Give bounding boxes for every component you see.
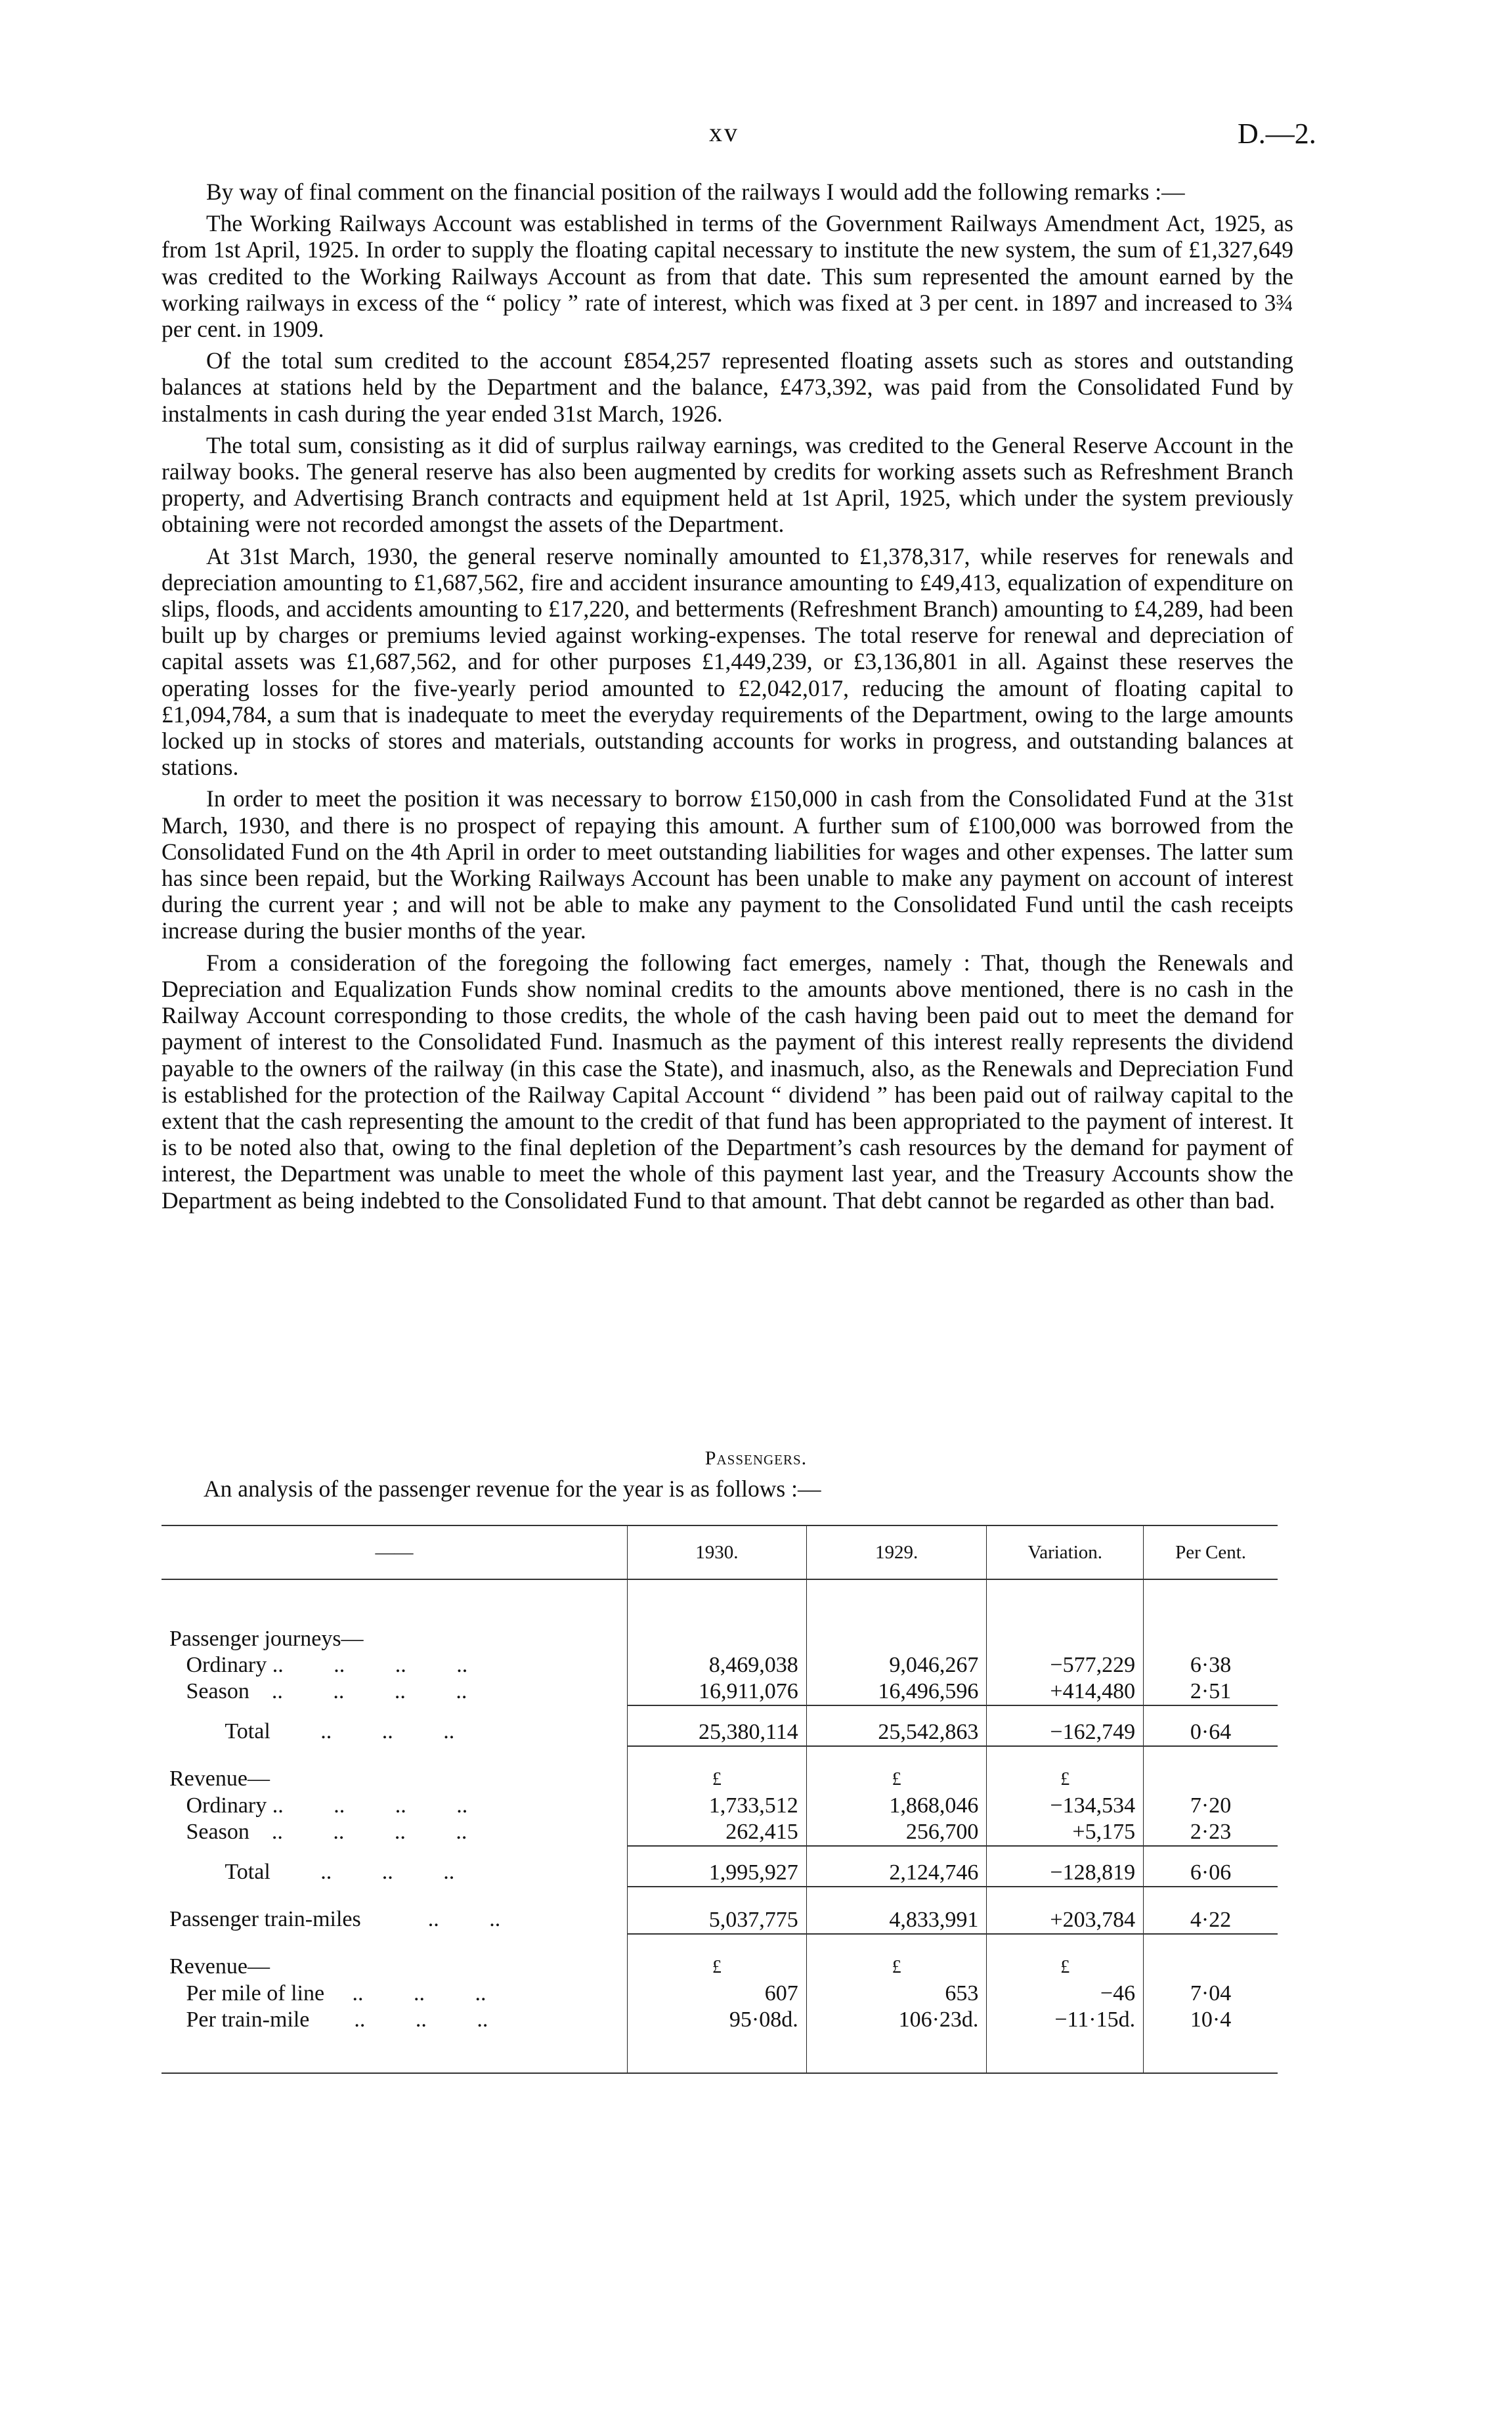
value-1930: 25,380,114 [628,1705,807,1746]
document-reference: D.—2. [1238,118,1316,150]
value-per-cent [1144,1746,1278,1793]
row-label: Season .. .. .. .. [169,1820,467,1844]
header-1930: 1930. [628,1525,807,1579]
table-row [162,2007,1278,2073]
value-1930: 5,037,775 [628,1887,807,1934]
value-1930 [628,1579,807,1652]
table-header-row [162,1525,1278,1579]
value-per-cent: 7·20 [1144,1793,1278,1819]
paragraph: From a consideration of the foregoing the following fact emerges, namely : That, though the Renewals and Depreciation and Equalization Funds show nominal credits to the amounts above mentioned, there is no cash in the Railway Account corresponding to those credits, the whole of the cash having been paid out to meet the demand for payment of interest to the Consolidated Fund. Inasmuch as the payment of this interest really represents the dividend payable to the owners of the railway (in this case the State), and inasmuch, also, as the Renewals and Depreciation Fund is established for the protection of the Railway Capital Account “ dividend ” has been paid out of railway capital to the extent that the cash representing the amount to the credit of that fund has been appropriated to the payment of interest. It is to be noted also that, owing to the final depletion of the Department’s cash resources by the demand for payment of interest, the Department was unable to meet the whole of this payment last year, and the Treasury Accounts show the Department as being indebted to the Consolidated Fund to that amount. That debt cannot be regarded as other than bad. [162,949,1293,1214]
table-row [162,1887,1278,1934]
value-per-cent: 6·06 [1144,1846,1278,1887]
value-1929: 1,868,046 [806,1793,987,1819]
value-per-cent: 2·23 [1144,1819,1278,1846]
header-variation: Variation. [987,1525,1144,1579]
table-bottom-rule [162,2073,1278,2074]
value-per-cent: 0·64 [1144,1705,1278,1746]
table-row [162,1981,1278,2007]
value-1930: £ [628,1934,807,1981]
header-label: —— [162,1525,628,1579]
value-per-cent: 4·22 [1144,1887,1278,1934]
row-label: Revenue— [169,1766,270,1791]
table-intro: An analysis of the passenger revenue for the year is as follows :— [204,1476,821,1502]
value-variation: £ [987,1934,1144,1981]
paragraph: The total sum, consisting as it did of surplus railway earnings, was credited to the General Reserve Account in the railway books. The general reserve has also been augmented by credits for working assets such as Refreshment Branch property, and Advertising Branch contracts and equipment held at 1st April, 1925, which under the system previously obtaining were not recorded amongst the assets of the Department. [162,431,1293,538]
value-1929 [806,1579,987,1652]
value-1929: 16,496,596 [806,1678,987,1705]
value-per-cent: 6·38 [1144,1652,1278,1678]
table-row [162,1846,1278,1887]
table-row [162,1579,1278,1652]
value-1929: 25,542,863 [806,1705,987,1746]
value-variation: −162,749 [987,1705,1144,1746]
value-per-cent [1144,1579,1278,1652]
value-per-cent [1144,1934,1278,1981]
value-1930: 16,911,076 [628,1678,807,1705]
paragraph: The Working Railways Account was established in terms of the Government Railways Amendment Act, 1925, as from 1st April, 1925. In order to supply the floating capital necessary to institute the new system, the sum of £1,327,649 was credited to the Working Railways Account as from that date. This sum represented the amount earned by the working railways in excess of the “ policy ” rate of interest, which was fixed at 3 per cent. in 1897 and increased to 3¾ per cent. in 1909. [162,210,1293,343]
value-per-cent: 7·04 [1144,1981,1278,2007]
row-label: Passenger train-miles .. .. [169,1907,501,1931]
row-label: Season .. .. .. .. [169,1679,467,1703]
value-1930: 95·08d. [628,2007,807,2073]
value-variation: +5,175 [987,1819,1144,1846]
value-variation: −128,819 [987,1846,1144,1887]
value-variation: +414,480 [987,1678,1144,1705]
row-label: Total .. .. .. [169,1860,455,1884]
paragraph: In order to meet the position it was necessary to borrow £150,000 in cash from the Consolidated Fund at the 31st March, 1930, and there is no prospect of repaying this amount. A further sum of £100,000 was borrowed from the Consolidated Fund on the 4th April in order to meet outstanding liabilities for wages and other expenses. The latter sum has since been repaid, but the Working Railways Account has been unable to make any payment on account of interest during the current year ; and will not be able to make any payment to the Consolidated Fund until the cash receipts increase during the busier months of the year. [162,785,1293,944]
value-1929: 4,833,991 [806,1887,987,1934]
paragraph: By way of final comment on the financial position of the railways I would add the following remarks :— [206,179,1185,205]
value-per-cent: 2·51 [1144,1678,1278,1705]
value-1930: 262,415 [628,1819,807,1846]
value-variation: −577,229 [987,1652,1144,1678]
value-1930: 1,995,927 [628,1846,807,1887]
table-row [162,1746,1278,1793]
row-label: Per train-mile .. .. .. [169,2007,488,2032]
value-1929: 9,046,267 [806,1652,987,1678]
value-variation: £ [987,1746,1144,1793]
table-row [162,1678,1278,1705]
value-1929: 106·23d. [806,2007,987,2073]
value-1929: £ [806,1746,987,1793]
row-label: Revenue— [169,1954,270,1979]
section-heading: Passengers. [704,1447,808,1469]
value-1929: 653 [806,1981,987,2007]
row-label: Ordinary .. .. .. .. [169,1653,468,1677]
value-1929: £ [806,1934,987,1981]
row-label: Ordinary .. .. .. .. [169,1793,468,1818]
row-label: Total .. .. .. [169,1719,455,1743]
value-variation [987,1579,1144,1652]
value-1930: 1,733,512 [628,1793,807,1819]
value-variation: −46 [987,1981,1144,2007]
paragraph: At 31st March, 1930, the general reserve nominally amounted to £1,378,317, while reserves for renewals and depreciation amounting to £1,687,562, fire and accident insurance amounting to £49,413, equalization of expenditure on slips, floods, and accidents amounting to £17,220, and betterments (Refreshment Branch) amounting to £4,289, had been built up by charges or premiums levied against working-expenses. The total reserve for renewal and depreciation of capital assets was £1,687,562, and for other purposes £1,449,239, or £3,136,801 in all. Against these reserves the operating losses for the five-yearly period amounted to £2,042,017, reducing the amount of floating capital to £1,094,784, a sum that is inadequate to meet the everyday requirements of the Department, owing to the large amounts locked up in stocks of stores and materials, outstanding accounts for works in progress, and outstanding balances at stations. [162,542,1293,781]
table-row [162,1819,1278,1846]
value-1930: 8,469,038 [628,1652,807,1678]
header-1929: 1929. [806,1525,987,1579]
value-1930: 607 [628,1981,807,2007]
row-label: Passenger journeys— [169,1627,364,1651]
header-per-cent: Per Cent. [1144,1525,1278,1579]
table-row [162,1705,1278,1746]
bottom-rule [162,2073,1278,2074]
page-number: xv [709,118,739,147]
paragraph: Of the total sum credited to the account £854,257 represented floating assets such as stores and outstanding balances at stations held by the Department and the balance, £473,392, was paid from the Consolidated Fund by instalments in cash during the year ended 31st March, 1926. [162,347,1293,427]
row-label: Per mile of line .. .. .. [169,1981,486,2006]
table-row [162,1793,1278,1819]
value-1929: 256,700 [806,1819,987,1846]
passenger-revenue-table [162,1525,1278,2074]
value-variation: −11·15d. [987,2007,1144,2073]
value-variation: +203,784 [987,1887,1144,1934]
body-text [162,179,1293,1219]
value-per-cent: 10·4 [1144,2007,1278,2073]
value-1930: £ [628,1746,807,1793]
value-1929: 2,124,746 [806,1846,987,1887]
value-variation: −134,534 [987,1793,1144,1819]
table-row [162,1934,1278,1981]
table-row [162,1652,1278,1678]
